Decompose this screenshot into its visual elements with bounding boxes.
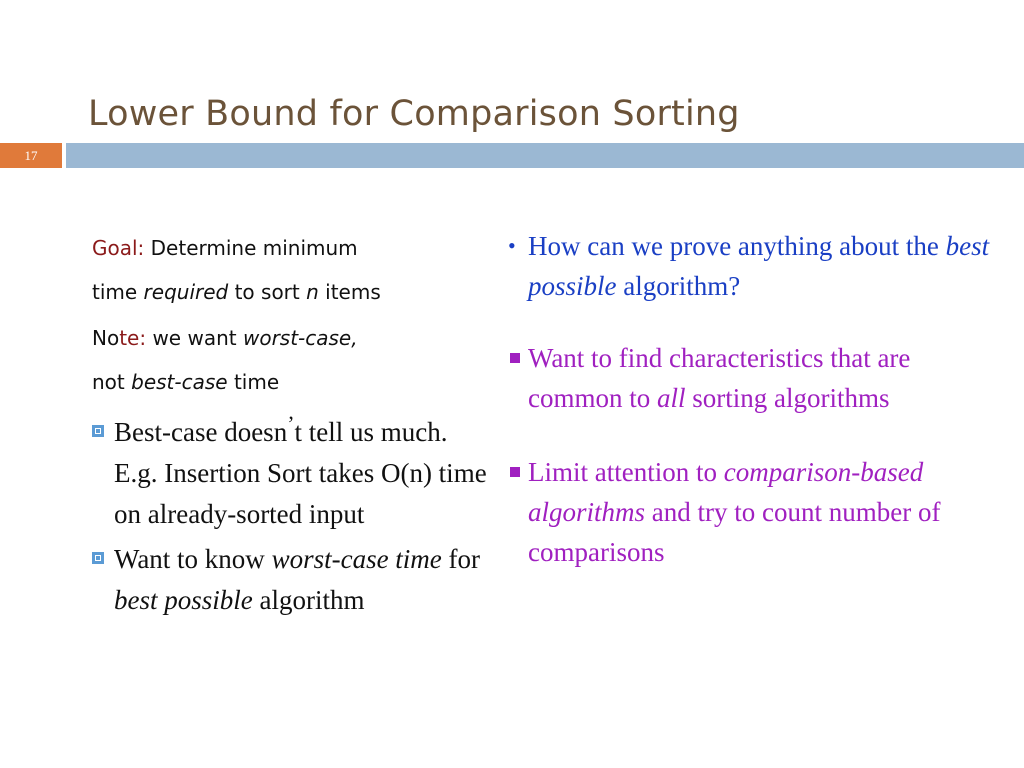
bullet-text: Best-case doesn	[114, 417, 288, 447]
bullet-text: for	[441, 544, 481, 574]
goal-emphasis: required	[143, 280, 229, 304]
goal-text: to sort	[228, 280, 307, 304]
question-text: algorithm?	[616, 271, 741, 301]
goal-note-block	[92, 226, 497, 404]
note-emphasis: best-case	[131, 370, 228, 394]
question-text: How can we prove anything about the	[528, 231, 946, 261]
goal-label: Goal:	[92, 236, 145, 260]
square-bullet-icon	[92, 552, 104, 564]
bullet-text: t tell us much. E.g. Insertion Sort takes O(n) time on already-sorted input	[114, 417, 487, 529]
point-emphasis: comparison-based algorithms	[528, 457, 924, 527]
bullet-emphasis: worst-case time	[271, 544, 442, 574]
slide-number: 17	[0, 143, 62, 168]
note-label: te:	[119, 326, 147, 350]
goal-paragraph	[92, 226, 497, 314]
bullet-emphasis: best possible	[114, 585, 253, 615]
apostrophe-glyph: ’	[287, 411, 295, 436]
bullet-text: algorithm	[252, 585, 365, 615]
right-column	[508, 226, 1008, 572]
goal-emphasis: n	[306, 280, 319, 304]
point-item	[508, 338, 1008, 418]
point-text: Limit attention to	[528, 457, 724, 487]
list-item	[92, 412, 492, 535]
note-text: not	[92, 370, 132, 394]
round-bullet-icon: •	[508, 233, 516, 258]
question-item	[508, 226, 1008, 306]
title-divider-bar	[66, 143, 1024, 168]
list-item	[92, 539, 492, 621]
point-text: Want to find characteristics that are common to	[528, 343, 911, 413]
goal-text: time	[92, 280, 144, 304]
question-emphasis: best possible	[528, 231, 990, 301]
goal-text: items	[318, 280, 381, 304]
point-emphasis: all	[657, 383, 686, 413]
point-text: and try to count number of comparisons	[528, 497, 941, 567]
left-bullet-list	[92, 412, 492, 625]
note-text: we want	[146, 326, 243, 350]
square-bullet-icon	[92, 425, 104, 437]
note-paragraph	[92, 316, 497, 404]
goal-text: Determine minimum	[144, 236, 358, 260]
note-label: No	[92, 326, 120, 350]
slide-title: Lower Bound for Comparison Sorting	[88, 94, 740, 134]
filled-square-bullet-icon	[510, 353, 520, 363]
filled-square-bullet-icon	[510, 467, 520, 477]
point-text: sorting algorithms	[685, 383, 890, 413]
note-text: time	[227, 370, 280, 394]
note-emphasis: worst-case,	[242, 326, 358, 350]
bullet-text: Want to know	[114, 544, 272, 574]
point-item	[508, 452, 1008, 572]
